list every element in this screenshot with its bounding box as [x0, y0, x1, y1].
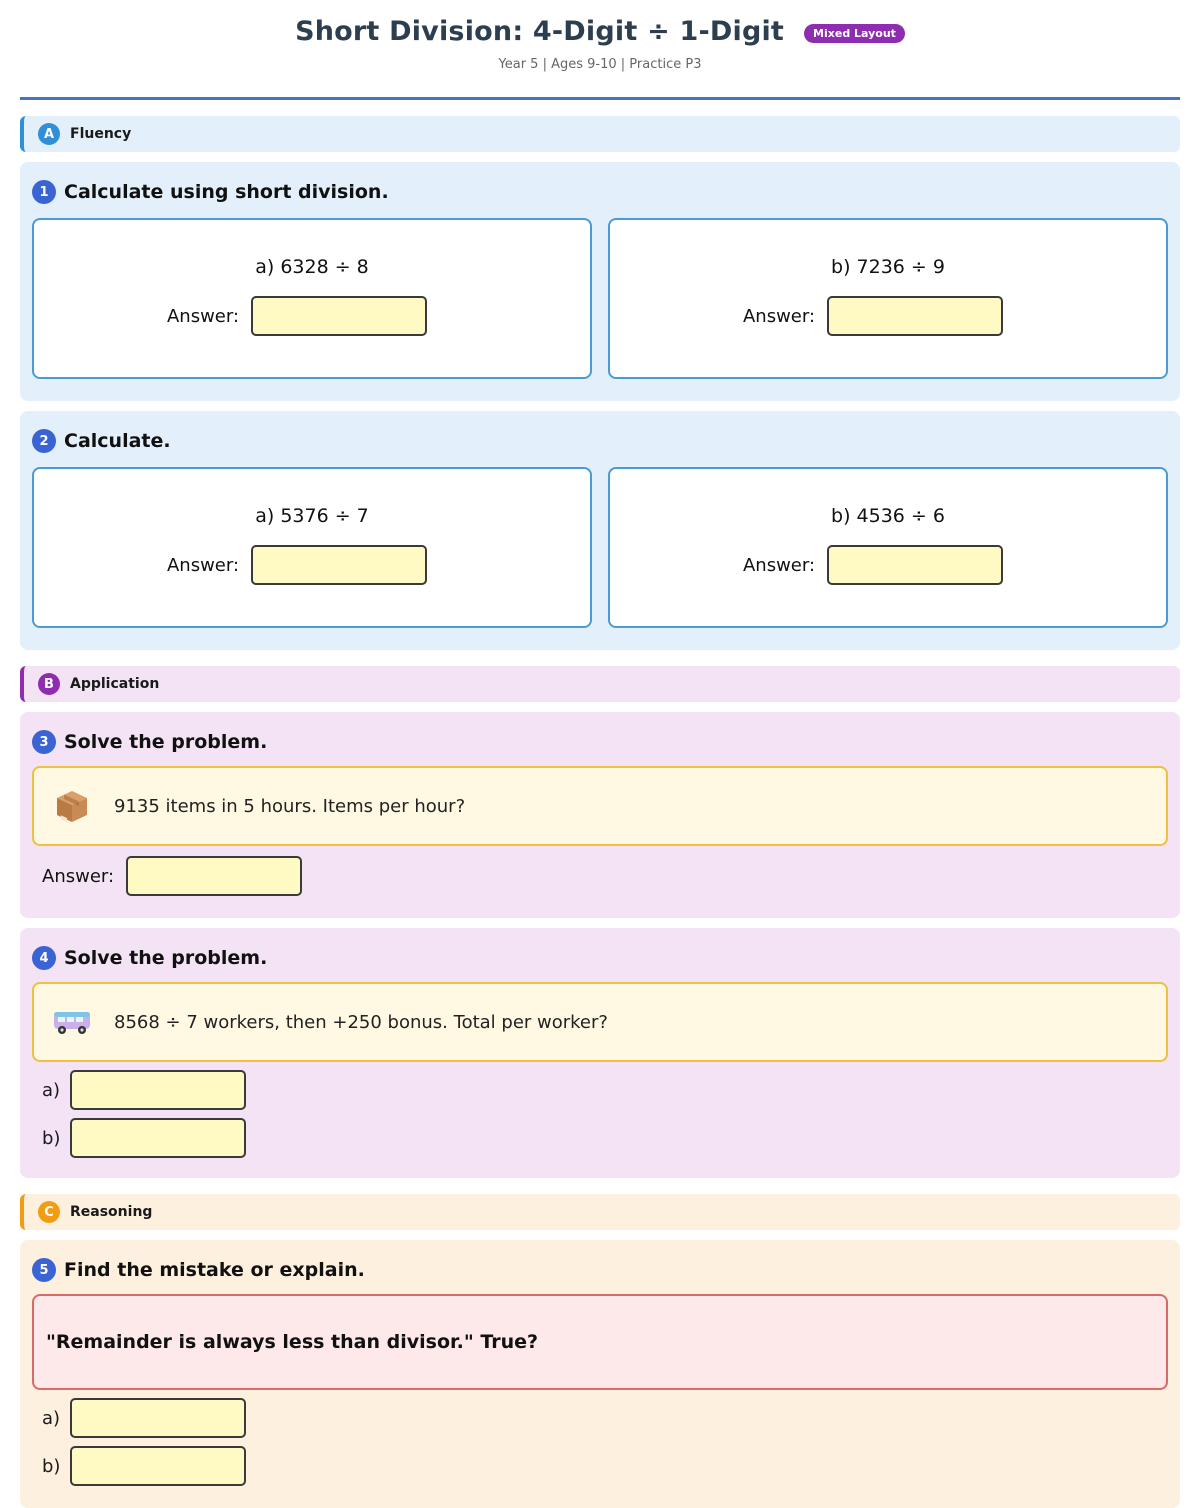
problem-card-2a	[32, 467, 592, 628]
part-label: a)	[42, 1407, 61, 1429]
answer-input-4b[interactable]	[70, 1118, 246, 1158]
word-problem-text: 8568 ÷ 7 workers, then +250 bonus. Total per worker?	[114, 1011, 608, 1033]
word-problem-box	[32, 766, 1168, 846]
part-label: a)	[42, 1079, 61, 1101]
question-4	[20, 928, 1180, 1178]
word-problem-text: 9135 items in 5 hours. Items per hour?	[114, 795, 466, 817]
question-1	[20, 162, 1180, 401]
answer-label: Answer:	[742, 305, 816, 327]
answer-label: Answer:	[166, 305, 240, 327]
question-number-icon: 1	[32, 180, 56, 204]
part-label: b)	[42, 1455, 61, 1477]
problem-expression: b) 4536 ÷ 6	[831, 505, 945, 527]
problem-expression: b) 7236 ÷ 9	[831, 256, 945, 278]
answer-input-4a[interactable]	[70, 1070, 246, 1110]
section-a-label: Fluency	[70, 126, 132, 142]
problem-card-1a	[32, 218, 592, 379]
section-c-letter-icon: C	[38, 1201, 60, 1223]
section-a-letter-icon: A	[38, 123, 60, 145]
problem-card-2b	[608, 467, 1168, 628]
page-title: Short Division: 4-Digit ÷ 1-Digit	[295, 16, 785, 47]
claim-box	[32, 1294, 1168, 1390]
word-problem-box	[32, 982, 1168, 1062]
answer-input-5a[interactable]	[70, 1398, 246, 1438]
answer-label: Answer:	[42, 865, 115, 887]
question-5	[20, 1240, 1180, 1508]
answer-input-5b[interactable]	[70, 1446, 246, 1486]
claim-text: "Remainder is always less than divisor." True?	[46, 1331, 539, 1353]
section-a-header	[20, 116, 1180, 152]
page-subtitle: Year 5 | Ages 9-10 | Practice P3	[498, 57, 702, 72]
question-number-icon: 3	[32, 730, 56, 754]
problem-expression: a) 6328 ÷ 8	[255, 256, 369, 278]
answer-input-2a[interactable]	[251, 545, 427, 585]
question-number-icon: 4	[32, 946, 56, 970]
question-number-icon: 5	[32, 1258, 56, 1282]
question-2	[20, 411, 1180, 650]
section-c-header	[20, 1194, 1180, 1230]
question-prompt: Calculate.	[64, 430, 171, 452]
layout-badge: Mixed Layout	[804, 24, 905, 43]
problem-card-1b	[608, 218, 1168, 379]
question-prompt: Solve the problem.	[64, 947, 268, 969]
answer-input-3[interactable]	[126, 856, 302, 896]
minibus-icon	[52, 1002, 92, 1042]
worksheet-header	[20, 0, 1180, 100]
section-c-label: Reasoning	[70, 1204, 153, 1220]
answer-input-1b[interactable]	[827, 296, 1003, 336]
question-prompt: Solve the problem.	[64, 731, 268, 753]
answer-label: Answer:	[742, 554, 816, 576]
section-b-letter-icon: B	[38, 673, 60, 695]
answer-input-2b[interactable]	[827, 545, 1003, 585]
section-b-label: Application	[70, 676, 160, 692]
problem-expression: a) 5376 ÷ 7	[255, 505, 369, 527]
answer-input-1a[interactable]	[251, 296, 427, 336]
question-3	[20, 712, 1180, 918]
answer-label: Answer:	[166, 554, 240, 576]
question-prompt: Calculate using short division.	[64, 181, 389, 203]
part-label: b)	[42, 1127, 61, 1149]
question-number-icon: 2	[32, 429, 56, 453]
question-prompt: Find the mistake or explain.	[64, 1259, 365, 1281]
section-b-header	[20, 666, 1180, 702]
package-icon	[52, 786, 92, 826]
